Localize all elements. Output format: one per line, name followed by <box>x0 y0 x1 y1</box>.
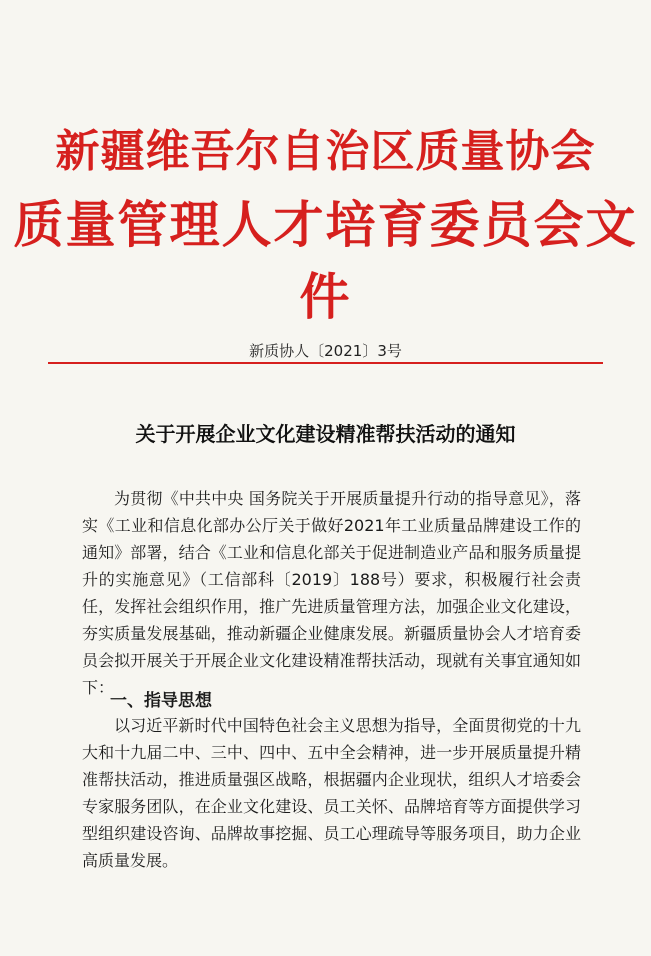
issuing-organization: 新疆维吾尔自治区质量协会 <box>55 126 596 177</box>
document-number: 新质协人〔2021〕3号 <box>249 342 402 360</box>
document-header-title: 质量管理人才培育委员会文件 <box>13 195 638 326</box>
red-divider-line <box>48 362 603 364</box>
section-paragraph: 以习近平新时代中国特色社会主义思想为指导，全面贯彻党的十九大和十九届二中、三中、四中、五中全会精神，进一步开展质量提升精准帮扶活动，推进质量强区战略，根据疆内企业现状，组织人才培委会专家服务团队，在企业文化建设、员工关怀、品牌培育等方面提供学习型组织建设咨询、品牌故事挖掘、员工心理疏导等服务项目，助力企业高质量发展。 <box>82 716 581 870</box>
section-heading: 一、指导思想 <box>110 691 212 711</box>
notice-title: 关于开展企业文化建设精准帮扶活动的通知 <box>135 422 516 446</box>
intro-paragraph: 为贯彻《中共中央 国务院关于开展质量提升行动的指导意见》，落实《工业和信息化部办公厅关于做好2021年工业质量品牌建设工作的通知》部署，结合《工业和信息化部关于促进制造业产品和服务质量提升的实施意见》（工信部科〔2019〕188号）要求，积极履行社会责任，发挥社会组织作用，推广先进质量管理方法，加强企业文化建设，夯实质量发展基础，推动新疆企业健康发展。新疆质量协会人才培育委员会拟开展关于开展企业文化建设精准帮扶活动，现就有关事宜通知如下： <box>82 489 581 697</box>
